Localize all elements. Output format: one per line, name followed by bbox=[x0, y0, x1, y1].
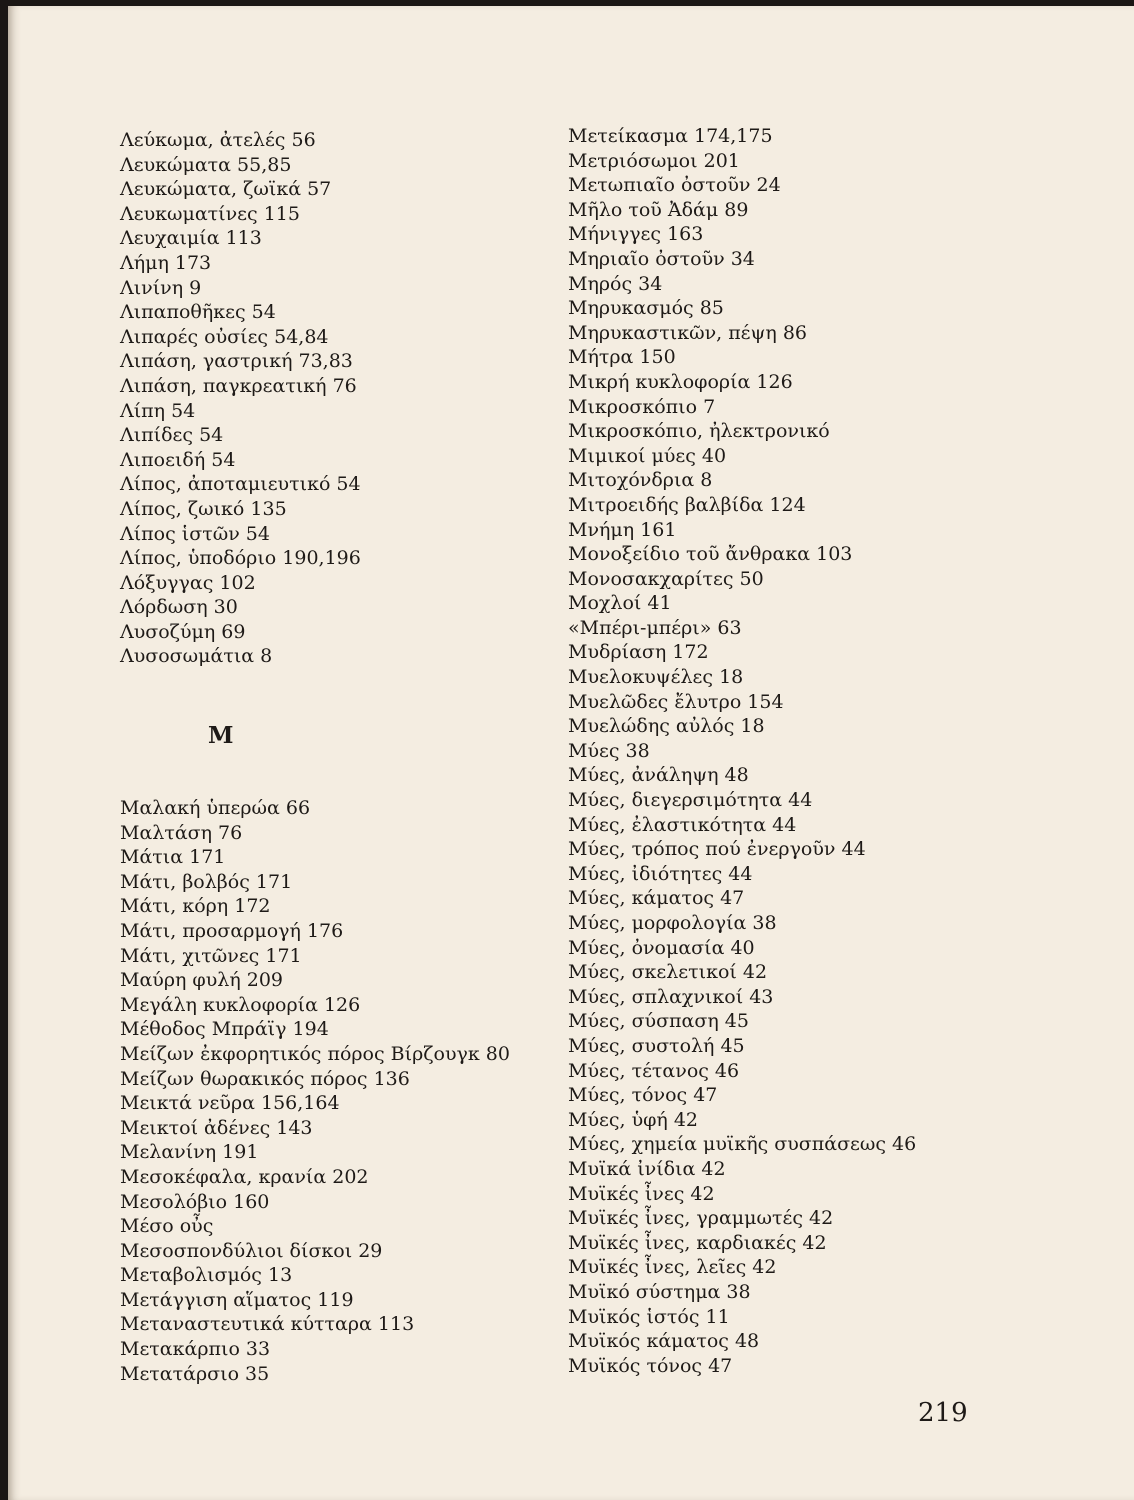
index-entry: Μάτι, προσαρμογή 176 bbox=[120, 919, 344, 942]
index-entry: Μάτι, κόρη 172 bbox=[120, 895, 271, 918]
index-entry: Λεύκωμα, ἀτελές 56 bbox=[120, 129, 316, 151]
index-entry: Μυϊκός κάματος 48 bbox=[568, 1330, 760, 1353]
index-entry: Λιπαποθῆκες 54 bbox=[120, 301, 276, 324]
index-entry: Μονοσακχαρίτες 50 bbox=[568, 567, 764, 590]
index-entry: Λίπος, ἀποταμιευτικό 54 bbox=[120, 473, 361, 496]
index-entry: Μικροσκόπιο 7 bbox=[568, 395, 716, 418]
index-entry: Μύες, ὑφή 42 bbox=[568, 1108, 699, 1131]
index-entry: Λευχαιμία 113 bbox=[120, 227, 262, 250]
index-entry: Μήτρα 150 bbox=[568, 346, 676, 369]
index-entry: Μιμικοί μύες 40 bbox=[568, 444, 727, 467]
index-entry: Μελανίνη 191 bbox=[120, 1141, 259, 1164]
index-entry: Μάτια 171 bbox=[120, 846, 226, 869]
index-entry: Λευκώματα, ζωϊκά 57 bbox=[120, 178, 332, 201]
index-entry: Λόξυγγας 102 bbox=[120, 571, 256, 594]
index-entry: Μυϊκά ἰνίδια 42 bbox=[568, 1157, 726, 1180]
index-entry: Μεταβολισμός 13 bbox=[120, 1264, 293, 1287]
index-entry: Μυελώδης αὐλός 18 bbox=[568, 715, 765, 738]
index-entry: Μήνιγγες 163 bbox=[568, 223, 704, 246]
index-entry: Μύες 38 bbox=[568, 739, 650, 762]
index-entry: Λιποειδή 54 bbox=[120, 448, 236, 471]
right-column bbox=[568, 124, 916, 1378]
index-entry: Μέθοδος Μπράϊγ 194 bbox=[120, 1018, 329, 1041]
index-entry: Λήμη 173 bbox=[120, 251, 212, 274]
index-entry: Λιπάση, παγκρεατική 76 bbox=[120, 374, 357, 397]
index-entry: Μετριόσωμοι 201 bbox=[568, 149, 740, 172]
index-entry: Μεγάλη κυκλοφορία 126 bbox=[120, 993, 361, 1016]
section-letter: Μ bbox=[208, 722, 234, 749]
index-entry: Μύες, σπλαχνικοί 43 bbox=[568, 985, 774, 1008]
index-entry: Μείζων θωρακικός πόρος 136 bbox=[120, 1067, 410, 1090]
index-entry: Μύες, ὀνομασία 40 bbox=[568, 936, 755, 959]
index-entry: Λίπος ἱστῶν 54 bbox=[120, 522, 270, 545]
index-entry: Λόρδωση 30 bbox=[120, 596, 238, 619]
index-entry: Μύες, τόνος 47 bbox=[568, 1084, 718, 1107]
index-entry: Μυϊκές ἶνες, λεῖες 42 bbox=[568, 1256, 777, 1279]
index-entry: Λευκώματα 55,85 bbox=[120, 153, 292, 176]
index-entry: Μιτροειδής βαλβίδα 124 bbox=[568, 493, 806, 516]
index-entry: Μνήμη 161 bbox=[568, 518, 677, 541]
left-column-top bbox=[120, 128, 361, 669]
index-entry: «Μπέρι-μπέρι» 63 bbox=[568, 616, 742, 639]
index-entry: Μείζων ἐκφορητικός πόρος Βίρζουγκ 80 bbox=[120, 1042, 510, 1065]
index-entry: Λίπος, ζωικό 135 bbox=[120, 497, 287, 520]
index-entry: Λίπος, ὑποδόριο 190,196 bbox=[120, 547, 361, 570]
index-entry: Μονοξείδιο τοῦ ἄνθρακα 103 bbox=[568, 543, 853, 566]
index-entry: Μύες, ἀνάληψη 48 bbox=[568, 764, 749, 787]
index-entry: Μυϊκές ἶνες, καρδιακές 42 bbox=[568, 1231, 827, 1254]
index-entry: Μεικτοί ἀδένες 143 bbox=[120, 1116, 313, 1139]
index-entry: Μετωπιαῖο ὀστοῦν 24 bbox=[568, 174, 781, 197]
index-entry: Λιπίδες 54 bbox=[120, 424, 224, 447]
index-entry: Μηρυκαστικῶν, πέψη 86 bbox=[568, 321, 808, 344]
index-entry: Μοχλοί 41 bbox=[568, 592, 672, 615]
index-entry: Λευκωματίνες 115 bbox=[120, 202, 300, 225]
index-entry: Μυϊκές ἶνες, γραμμωτές 42 bbox=[568, 1207, 834, 1230]
left-column-bottom bbox=[120, 796, 510, 1386]
index-entry: Μετατάρσιο 35 bbox=[120, 1362, 270, 1385]
index-entry: Μυϊκό σύστημα 38 bbox=[568, 1280, 751, 1303]
index-entry: Μύες, ἐλαστικότητα 44 bbox=[568, 813, 797, 836]
index-entry: Μυϊκές ἶνες 42 bbox=[568, 1182, 715, 1205]
index-entry: Μετάγγιση αἵματος 119 bbox=[120, 1288, 354, 1311]
index-entry: Λυσοζύμη 69 bbox=[120, 620, 246, 643]
index-entry: Λινίνη 9 bbox=[120, 276, 202, 299]
index-entry: Μετείκασμα 174,175 bbox=[568, 125, 773, 147]
index-entry: Μεικτά νεῦρα 156,164 bbox=[120, 1092, 340, 1115]
index-page bbox=[8, 6, 1134, 1500]
index-entry: Μαλακή ὑπερώα 66 bbox=[120, 797, 311, 819]
index-entry: Μάτι, βολβός 171 bbox=[120, 870, 293, 893]
index-entry: Μύες, χημεία μυϊκῆς συσπάσεως 46 bbox=[568, 1133, 917, 1156]
index-entry: Μυελῶδες ἔλυτρο 154 bbox=[568, 690, 784, 713]
index-entry: Μηρός 34 bbox=[568, 272, 663, 295]
index-entry: Μύες, κάματος 47 bbox=[568, 887, 745, 910]
index-entry: Μύες, τέτανος 46 bbox=[568, 1059, 740, 1082]
index-entry: Μύες, μορφολογία 38 bbox=[568, 912, 777, 934]
index-entry: Μυελοκυψέλες 18 bbox=[568, 666, 744, 689]
index-entry: Μυϊκός τόνος 47 bbox=[568, 1354, 733, 1377]
index-entry: Μετακάρπιο 33 bbox=[120, 1338, 271, 1361]
index-entry: Μύες, ἰδιότητες 44 bbox=[568, 862, 753, 885]
index-entry: Μαύρη φυλή 209 bbox=[120, 969, 284, 992]
index-entry: Μέσο οὖς bbox=[120, 1215, 214, 1238]
index-entry: Λιπαρές οὐσίες 54,84 bbox=[120, 325, 329, 348]
index-entry: Μύες, διεγερσιμότητα 44 bbox=[568, 789, 813, 812]
index-entry: Λυσοσωμάτια 8 bbox=[120, 645, 273, 668]
index-entry: Μύες, σκελετικοί 42 bbox=[568, 961, 768, 984]
index-entry: Μηριαῖο ὀστοῦν 34 bbox=[568, 247, 755, 270]
index-entry: Μύες, συστολή 45 bbox=[568, 1034, 745, 1057]
index-entry: Λίπη 54 bbox=[120, 399, 196, 422]
index-entry: Μικροσκόπιο, ἠλεκτρονικό bbox=[568, 420, 830, 443]
index-entry: Μαλτάση 76 bbox=[120, 821, 243, 844]
index-entry: Μυϊκός ἱστός 11 bbox=[568, 1305, 730, 1328]
index-entry: Μεσοκέφαλα, κρανία 202 bbox=[120, 1165, 369, 1188]
index-entry: Μεσολόβιο 160 bbox=[120, 1190, 270, 1213]
index-entry: Μηρυκασμός 85 bbox=[568, 297, 724, 320]
index-entry: Μεσοσπονδύλιοι δίσκοι 29 bbox=[120, 1239, 383, 1262]
index-entry: Μυδρίαση 172 bbox=[568, 641, 709, 664]
index-entry: Μικρή κυκλοφορία 126 bbox=[568, 370, 793, 393]
index-entry: Μεταναστευτικά κύτταρα 113 bbox=[120, 1313, 415, 1336]
page-number: 219 bbox=[918, 1398, 968, 1428]
index-entry: Μιτοχόνδρια 8 bbox=[568, 469, 713, 492]
index-entry: Μύες, τρόπος πού ἐνεργοῦν 44 bbox=[568, 838, 866, 861]
index-entry: Μύες, σύσπαση 45 bbox=[568, 1010, 749, 1033]
index-entry: Μῆλο τοῦ Ἀδάμ 89 bbox=[568, 198, 749, 221]
index-entry: Λιπάση, γαστρική 73,83 bbox=[120, 350, 353, 373]
index-entry: Μάτι, χιτῶνες 171 bbox=[120, 944, 302, 967]
